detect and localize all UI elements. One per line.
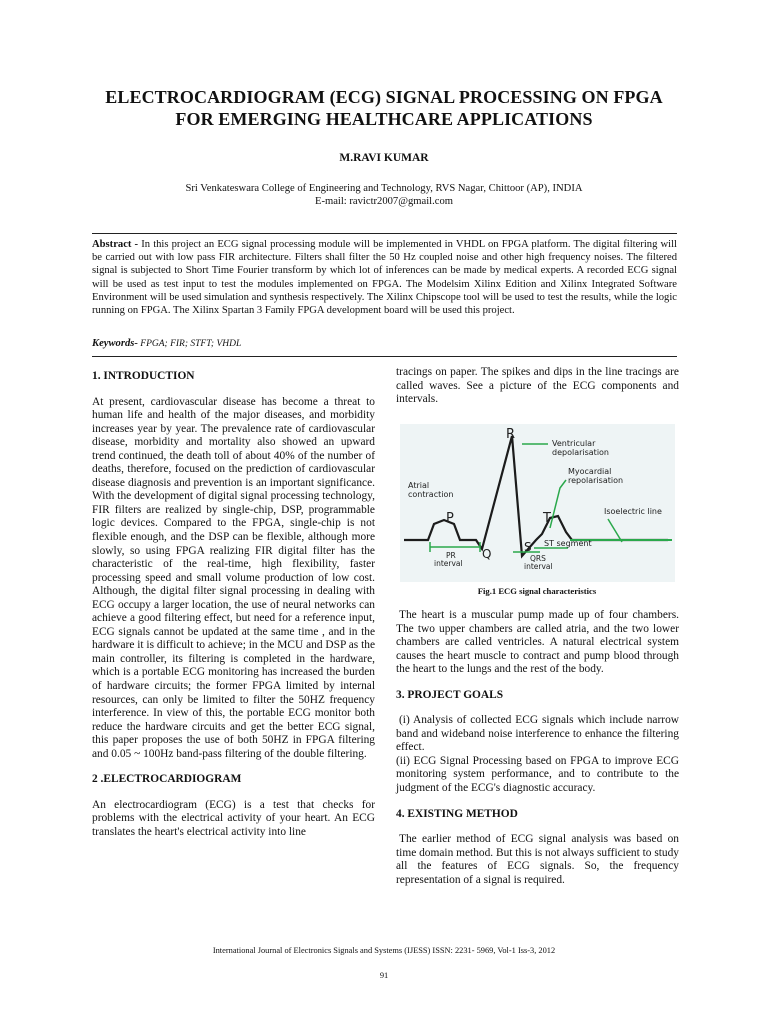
abstract (92, 238, 677, 317)
affiliation-block (60, 182, 708, 208)
label-st-segment: ST segment (544, 539, 592, 548)
title-line-2: FOR EMERGING HEALTHCARE APPLICATIONS (175, 109, 593, 129)
label-isoelectric: Isoelectric line (604, 507, 662, 516)
label-pr-2: interval (434, 559, 463, 568)
ecg-figure (400, 424, 675, 582)
affiliation: Sri Venkateswara College of Engineering and Technology, RVS Nagar, Chittoor (AP), INDIA (185, 183, 583, 194)
label-r: R (506, 427, 516, 442)
section-heading-existing-method: 4. EXISTING METHOD (396, 807, 518, 820)
label-atrial-2: contraction (408, 490, 454, 499)
section-heading-introduction: 1. INTRODUCTION (92, 370, 195, 382)
section-heading-electrocardiogram: 2 .ELECTROCARDIOGRAM (92, 773, 242, 786)
author-name: M.RAVI KUMAR (339, 152, 429, 164)
figure-caption: Fig.1 ECG signal characteristics (477, 586, 597, 596)
label-myocardial-2: repolarisation (568, 476, 624, 485)
keywords-label: Keywords- (92, 338, 138, 349)
abstract-text: In this project an ECG signal processing module will be implemented in VHDL on FPGA platform. The digital filtering will be carried out with low pass FIR architecture. Filters shall filter the 50 Hz coupled noise and other high frequency noises. The filtered signal is subjected to Short Time Fourier transform by which lot of inferences can be made by medical experts. A recorded ECG signal will be used as test input to test the modules implemented on FPGA. The Modelsim Xilinx Edition and Xilinx Integrated Software Environment will be used simulation and synthesis respectively. The Xilinx Chipscope tool will be used to test the results, while the logic running on FPGA. The Xilinx Spartan 3 Family FPGA development board will be used this project. (92, 239, 677, 317)
goal-1: (i) Analysis of collected ECG signals which include narrow band and wideband noise interference to enhance the filtering effect. (396, 714, 679, 754)
label-myocardial-1: Myocardial (568, 467, 612, 476)
abstract-label: Abstract - (92, 239, 139, 250)
journal-footer: International Journal of Electronics Signals and Systems (IJESS) ISSN: 2231- 5969, Vol-1 Iss-3, 2012 (212, 946, 556, 955)
label-t: T (543, 511, 551, 526)
label-ventricular-2: depolarisation (552, 448, 610, 457)
continued-paragraph: tracings on paper. The spikes and dips in the line tracings are called waves. See a picture of the ECG components and intervals. (396, 366, 679, 406)
existing-method-paragraph: The earlier method of ECG signal analysis was based on time domain method. But this is not always sufficient to study all the features of ECG signals. So, the frequency representation of a signal is required. (396, 833, 679, 886)
label-q: Q (482, 547, 492, 561)
label-ventricular-1: Ventricular (552, 439, 596, 448)
keywords-text: FPGA; FIR; STFT; VHDL (137, 339, 242, 349)
left-column (92, 370, 375, 840)
label-atrial-1: Atrial (408, 481, 430, 490)
label-qrs-1: QRS (530, 554, 546, 563)
title-line-1: ELECTROCARDIOGRAM (ECG) SIGNAL PROCESSING ON FPGA (105, 87, 663, 107)
right-column-top (396, 366, 679, 407)
label-pr-1: PR (446, 551, 456, 560)
paper-title (60, 86, 708, 130)
label-p: P (446, 511, 454, 526)
label-qrs-2: interval (524, 562, 553, 571)
abstract-top-rule (92, 233, 677, 234)
goal-2: (ii) ECG Signal Processing based on FPGA to improve ECG monitoring system performance, and to contribute to the judgment of the ECG's diagnostic accuracy. (396, 754, 679, 795)
heart-paragraph: The heart is a muscular pump made up of four chambers. The two upper chambers are called atria, and the two lower chambers are called ventricles. A natural electrical system causes the heart muscle to contract and pump blood through the heart to the lungs and the rest of the body. (396, 609, 679, 676)
introduction-paragraph: At present, cardiovascular disease has become a threat to human life and health of the major diseases, and morbidity increases year by year. The prevalence rate of cardiovascular disease, morbidity and mortality also showed an upward trend continued, the death toll of about 40% of the number of deaths, therefore, focused on the prediction of cardiovascular disease diagnosis and prevention is an important significance. With the development of digital signal processing technology, FIR filters are realized by single-chip, DSP, programmable logic devices. Compared to the FPGA, single-chip is not flexible enough, and the DSP can be flexible, although more slowly, so using FPGA realizing FIR digital filter has the characteristic of the real-time, high flexibility, faster processing speed and small volume production of low cost. Although, the digital filter signal processing in dealing with ECG occupy a larger location, the use of neural networks can achieve a good filtering effect, but need for a reference input, ECG signals cannot be updated at the same time , and in the hardware it is difficult to achieve; in the MCU and DSP as the main controller, its filtering is completed in the hardware, which is a portable ECG monitoring has increased the burden of hardware circuits; the former FPGA limited by internal resources, can only be limited to filter the 50HZ frequency interference. In view of this, the portable ECG monitor both reduce the hardware circuits and get the better ECG signal, this paper proposes the use of both 50HZ in FPGA filtering and 0.05 ~ 100Hz band-pass filtering of the double filtering. (92, 395, 375, 760)
electrocardiogram-paragraph: An electrocardiogram (ECG) is a test that checks for problems with the electrical activity of your heart. An ECG translates the heart's electrical activity into line (92, 798, 375, 838)
label-s: S (524, 540, 532, 554)
abstract-bottom-rule (92, 356, 677, 357)
email: E-mail: ravictr2007@gmail.com (314, 196, 454, 207)
page-number: 91 (379, 971, 389, 980)
section-heading-project-goals: 3. PROJECT GOALS (396, 688, 504, 701)
keywords (92, 338, 677, 349)
right-column-bottom (396, 609, 679, 887)
